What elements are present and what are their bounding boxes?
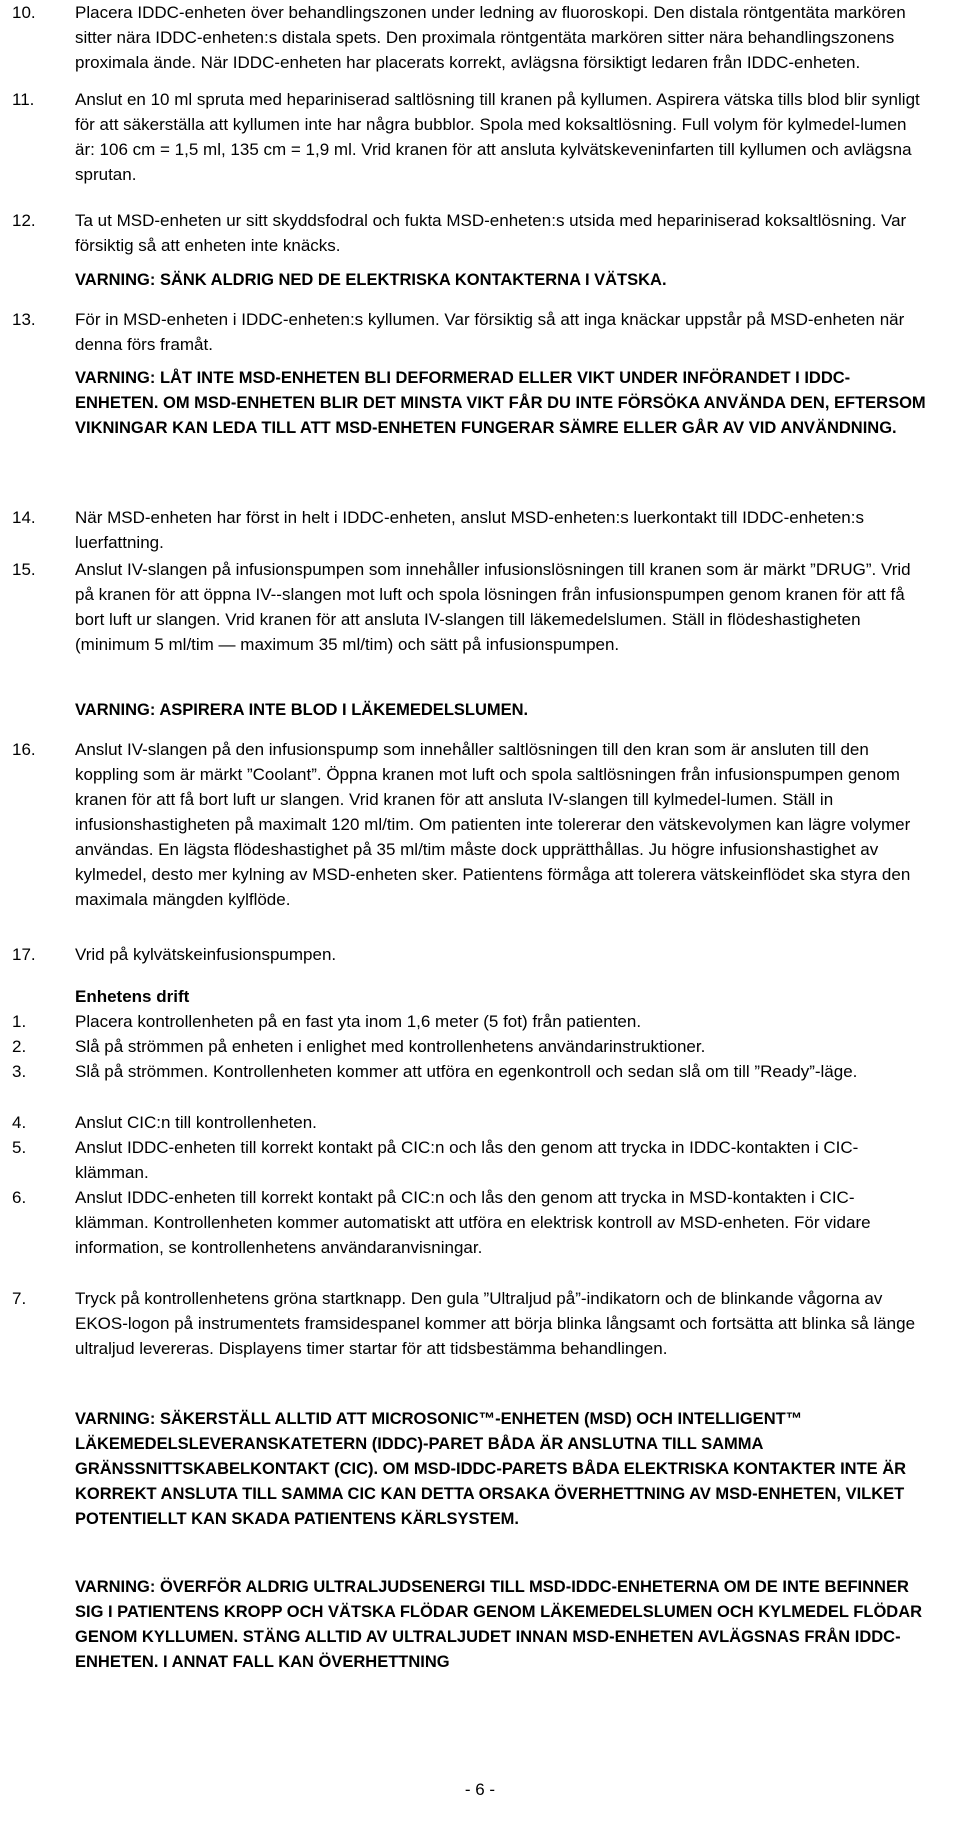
step-text: Tryck på kontrollenhetens gröna startknapp. Den gula ”Ultraljud på”-indikatorn och de blinkande vågorna av EKOS-logon på instrumentets framsidespanel kommer att börja blinka långsamt och fortsätta att blinka så länge ultraljud levereras. Displayens timer startar för att tidsbestämma behandlingen. [75, 1289, 916, 1358]
list-text: Anslut IV-slangen på den infusionspump som innehåller saltlösningen till den kran som är ansluten till den koppling som är märkt ”Coolant”. Öppna kranen mot luft och spola saltlösningen från infusionspumpen genom kranen för att få bort luft ur slangen. Vrid kranen för att ansluta IV-slangen till kylmedel-lumen. Ställ in infusionshastigheten på maximalt 120 ml/tim. Om patienten inte tolererar den vätskevolymen kan lägre volymer användas. En lägsta flödeshastighet på 35 ml/tim måste dock upprätthållas. Ju högre infusionshastighet av kylmedel, desto mer kylning av MSD-enheten sker. Patientens förmåga att tolerera vätskeinflödet ska styra den maximala mängden kylflöde. [75, 740, 911, 909]
list-number: 16. [12, 740, 36, 759]
step-number: 5. [12, 1138, 27, 1157]
list-number: 12. [12, 211, 36, 230]
list-text: Placera IDDC-enheten över behandlingszonen under ledning av fluoroskopi. Den distala röntgentäta markören sitter nära IDDC-enheten:s distala spets. Den proximala röntgentäta markören sitter nära behandlingszonens proximala ände. När IDDC-enheten har placerats korrekt, avlägsna försiktigt ledaren från IDDC-enheten. [75, 3, 906, 72]
step-text: Slå på strömmen på enheten i enlighet med kontrollenhetens användarinstruktioner. [75, 1037, 706, 1056]
list-number: 14. [12, 508, 36, 527]
list-text: Ta ut MSD-enheten ur sitt skyddsfodral och fukta MSD-enheten:s utsida med hepariniserad koksaltlösning. Var försiktig så att enheten inte knäcks. [75, 211, 907, 255]
list-text: Vrid på kylvätskeinfusionspumpen. [75, 945, 337, 964]
list-text: För in MSD-enheten i IDDC-enheten:s kyllumen. Var försiktig så att inga knäckar uppstår på MSD-enheten när denna förs framåt. [75, 310, 905, 354]
list-number: 15. [12, 560, 36, 579]
list-number: 11. [12, 90, 35, 109]
list-text: Anslut IV-slangen på infusionspumpen som innehåller infusionslösningen till kranen som är märkt ”DRUG”. Vrid på kranen för att öppna IV--slangen mot luft och spola lösningen från infusionspumpen genom kranen för att få bort luft ur slangen. Vrid kranen för att ansluta IV-slangen till läkemedelslumen. Ställ in flödeshastigheten (minimum 5 ml/tim — maximum 35 ml/tim) och sätt på infusionspumpen. [75, 560, 911, 654]
step-number: 1. [12, 1012, 27, 1031]
step-number: 6. [12, 1188, 27, 1207]
step-text: Anslut IDDC-enheten till korrekt kontakt på CIC:n och lås den genom att trycka in MSD-kontakten i CIC-klämman. Kontrollenheten kommer automatiskt att utföra en elektrisk kontroll av MSD-enheten. För vidare information, se kontrollenhetens användaranvisningar. [75, 1188, 871, 1257]
list-text: Anslut en 10 ml spruta med hepariniserad saltlösning till kranen på kyllumen. Aspirera vätska tills blod blir synligt för att säkerställa att kyllumen inte har några bubblor. Spola med koksaltlösning. Full volym för kylmedel-lumen är: 106 cm = 1,5 ml, 135 cm = 1,9 ml. Vrid kranen för att ansluta kylvätskeveninfarten till kyllumen och avlägsna sprutan. [75, 90, 920, 184]
page-number: - 6 - [464, 1780, 496, 1799]
warning-no-submerge: VARNING: SÄNK ALDRIG NED DE ELEKTRISKA KONTAKTERNA I VÄTSKA. [75, 271, 667, 289]
step-text: Anslut IDDC-enheten till korrekt kontakt på CIC:n och lås den genom att trycka in IDDC-kontakten i CIC-klämman. [75, 1138, 859, 1182]
list-number: 10. [12, 3, 36, 22]
warning-no-deform: VARNING: LÅT INTE MSD-ENHETEN BLI DEFORMERAD ELLER VIKT UNDER INFÖRANDET I IDDC-ENHETEN. OM MSD-ENHETEN BLIR DET MINSTA VIKT FÅR DU INTE FÖRSÖKA ANVÄNDA DEN, EFTERSOM VIKNINGAR KAN LEDA TILL ATT MSD-ENHETEN FUNGERAR SÄMRE ELLER GÅR AV VID ANVÄNDNING. [75, 369, 926, 437]
warning-no-aspirate: VARNING: ASPIRERA INTE BLOD I LÄKEMEDELSLUMEN. [75, 701, 529, 719]
step-text: Placera kontrollenheten på en fast yta inom 1,6 meter (5 fot) från patienten. [75, 1012, 642, 1031]
step-number: 2. [12, 1037, 27, 1056]
step-number: 3. [12, 1062, 27, 1081]
warning-ultrasound-energy: VARNING: ÖVERFÖR ALDRIG ULTRALJUDSENERGI TILL MSD-IDDC-ENHETERNA OM DE INTE BEFINNER SIG I PATIENTENS KROPP OCH VÄTSKA FLÖDAR GENOM LÄKEMEDELSLUMEN OCH KYLMEDEL FLÖDAR GENOM KYLLUMEN. STÄNG ALLTID AV ULTRALJUDET INNAN MSD-ENHETEN AVLÄGSNAS FRÅN IDDC-ENHETEN. I ANNAT FALL KAN ÖVERHETTNING [75, 1578, 923, 1671]
list-number: 13. [12, 310, 36, 329]
section-heading: Enhetens drift [75, 987, 190, 1006]
step-number: 7. [12, 1289, 27, 1308]
list-number: 17. [12, 945, 36, 964]
step-text: Slå på strömmen. Kontrollenheten kommer att utföra en egenkontroll och sedan slå om till ”Ready”-läge. [75, 1062, 858, 1081]
step-text: Anslut CIC:n till kontrollenheten. [75, 1113, 317, 1132]
list-text: När MSD-enheten har först in helt i IDDC-enheten, anslut MSD-enheten:s luerkontakt till IDDC-enheten:s luerfattning. [75, 508, 864, 552]
warning-same-cic: VARNING: SÄKERSTÄLL ALLTID ATT MICROSONIC™-ENHETEN (MSD) OCH INTELLIGENT™ LÄKEMEDELSLEVERANSKATETERN (IDDC)-PARET BÅDA ÄR ANSLUTNA TILL SAMMA GRÄNSSNITTSKABELKONTAKT (CIC). OM MSD-IDDC-PARETS BÅDA ELEKTRISKA KONTAKTER INTE ÄR KORREKT ANSLUTA TILL SAMMA CIC KAN DETTA ORSAKA ÖVERHETTNING AV MSD-ENHETEN, VILKET POTENTIELLT KAN SKADA PATIENTENS KÄRLSYSTEM. [75, 1410, 907, 1528]
step-number: 4. [12, 1113, 27, 1132]
